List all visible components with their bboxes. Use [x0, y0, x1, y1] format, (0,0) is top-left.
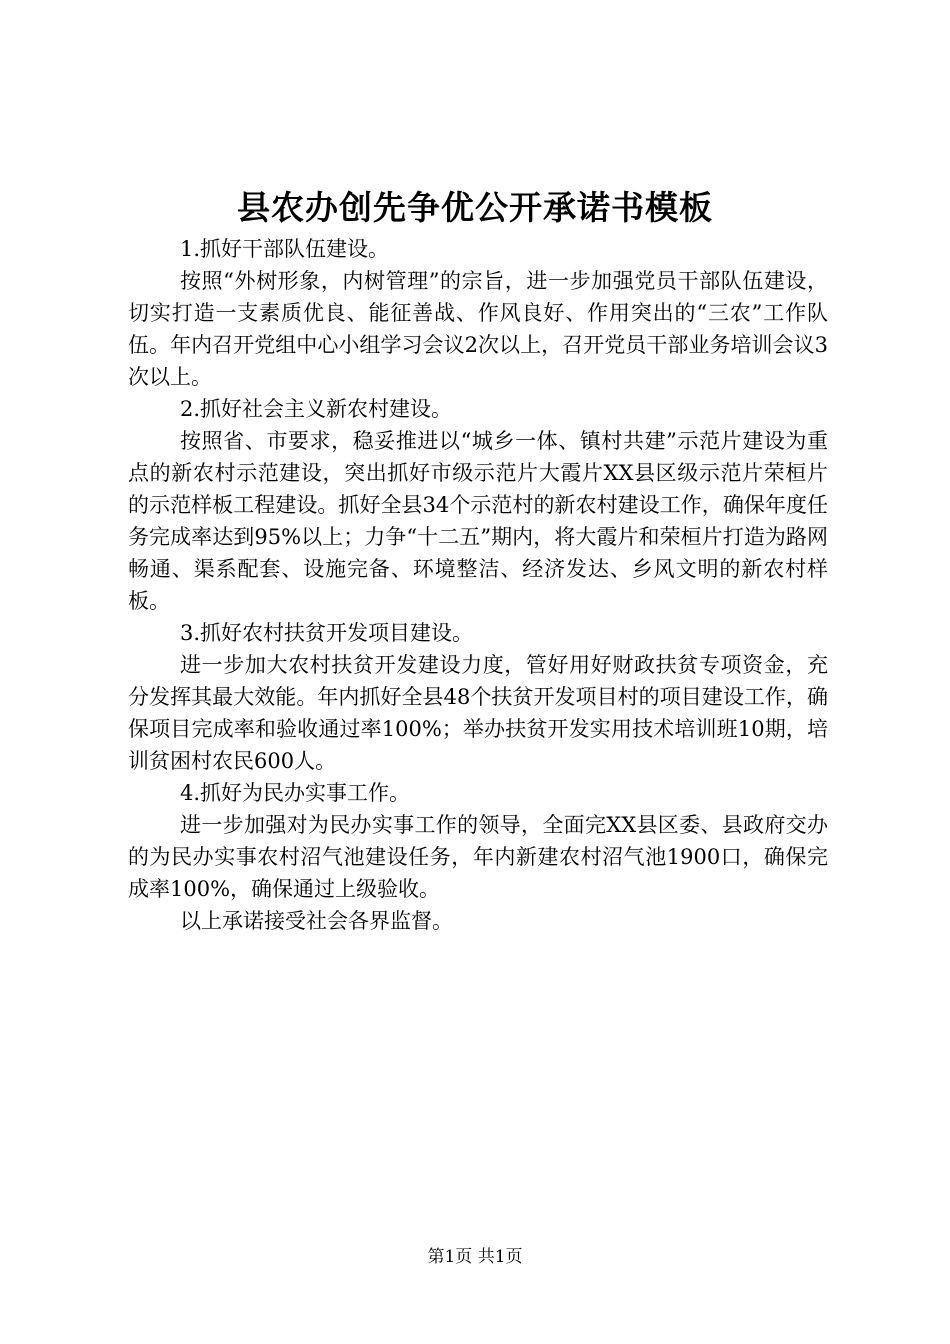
- paragraph-section-3-content: 进一步加大农村扶贫开发建设力度，管好用好财政扶贫专项资金，充分发挥其最大效能。年内抓好全县48个扶贫开发项目村的项目建设工作，确保项目完成率和验收通过率100%；举办扶贫开发实用技术培训班10期，培训贫困村农民600人。: [128, 653, 828, 773]
- document-title: 县农办创先争优公开承诺书模板: [237, 188, 713, 227]
- page-number-footer: 第1页 共1页: [427, 1247, 523, 1267]
- document-body: [128, 233, 828, 937]
- paragraph-section-2-heading: 2.抓好社会主义新农村建设。: [180, 397, 453, 421]
- paragraph-section-4-content: 进一步加强对为民办实事工作的领导，全面完XX县区委、县政府交办的为民办实事农村沼气池建设任务，年内新建农村沼气池1900口，确保完成率100%，确保通过上级验收。: [128, 813, 828, 901]
- paragraph-section-2-content: 按照省、市要求，稳妥推进以“城乡一体、镇村共建”示范片建设为重点的新农村示范建设，突出抓好市级示范片大霞片XX县区级示范片荣桓片的示范样板工程建设。抓好全县34个示范村的新农村建设工作，确保年度任务完成率达到95%以上；力争“十二五”期内，将大霞片和荣桓片打造为路网畅通、渠系配套、设施完备、环境整洁、经济发达、乡风文明的新农村样板。: [128, 429, 828, 613]
- paragraph-section-4-heading: 4.抓好为民办实事工作。: [180, 781, 411, 805]
- paragraph-section-3-heading: 3.抓好农村扶贫开发项目建设。: [180, 621, 474, 645]
- paragraph-closing: 以上承诺接受社会各界监督。: [180, 909, 453, 933]
- paragraph-section-1-content: 按照“外树形象，内树管理”的宗旨，进一步加强党员干部队伍建设，切实打造一支素质优良、能征善战、作风良好、作用突出的“三农”工作队伍。年内召开党组中心小组学习会议2次以上，召开党员干部业务培训会议3次以上。: [128, 269, 828, 389]
- paragraph-section-1-heading: 1.抓好干部队伍建设。: [180, 237, 390, 261]
